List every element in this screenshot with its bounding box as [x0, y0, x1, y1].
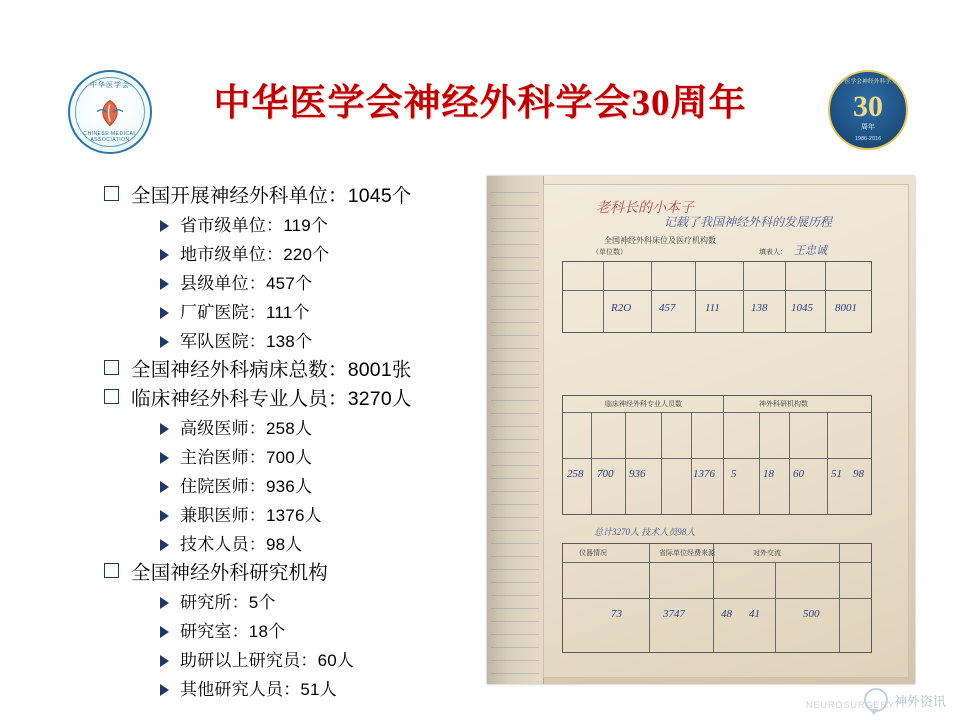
watermark-brand-label: 神外资讯: [893, 693, 946, 709]
table-row: [563, 412, 871, 413]
table-col: [839, 544, 840, 652]
cell-value: 500: [803, 608, 820, 620]
arrow-bullet-icon: [160, 307, 169, 319]
cell-value: 457: [659, 302, 676, 314]
badge-number: 30: [853, 90, 883, 123]
list-item: [160, 269, 484, 298]
arrow-bullet-icon: [160, 510, 169, 522]
arrow-bullet-icon: [160, 220, 169, 232]
list-item-label: 其他研究人员：51人: [180, 680, 337, 699]
watermark-left-text: NEUROSURGERY: [806, 700, 895, 710]
cell-value: 111: [705, 302, 720, 314]
list-item-label: 全国神经外科病床总数：8001张: [131, 359, 412, 381]
table-col: [825, 262, 826, 332]
cma-logo-mark: [92, 98, 128, 128]
list-item: [160, 298, 484, 327]
table-personnel: [562, 395, 872, 515]
cma-logo-en-text: CHINESE MEDICAL ASSOCIATION: [83, 131, 137, 143]
table-col: [827, 412, 828, 514]
list-item: [104, 559, 484, 588]
list-item-label: 住院医师：936人: [180, 477, 313, 496]
handwritten-survey-ledger-photo: [487, 176, 915, 684]
arrow-bullet-icon: [160, 278, 169, 290]
page-title: 中华医学会神经外科学会30周年: [213, 83, 747, 124]
square-bullet-icon: [104, 360, 119, 375]
list-item: [160, 588, 484, 617]
table2-note: 总计3270人 技术人员98人: [594, 527, 696, 537]
cma-logo-cn-text: 中华医学会: [90, 81, 130, 89]
list-item-label: 军队医院：138个: [180, 332, 313, 351]
square-bullet-icon: [104, 186, 119, 201]
list-item-label: 兼职医师：1376人: [180, 506, 322, 525]
form-subtitle: （单位数）: [592, 248, 627, 256]
cell-value: 98: [853, 468, 864, 480]
anniversary-badge: [828, 70, 908, 150]
arrow-bullet-icon: [160, 597, 169, 609]
speech-bubble-icon: [864, 688, 888, 712]
badge-sub-text: 周年: [861, 124, 875, 131]
table-col: [759, 412, 760, 514]
table-col: [695, 262, 696, 332]
cell-value: 41: [749, 608, 760, 620]
table-row: [563, 598, 871, 599]
list-item-label: 厂矿医院：111个: [180, 303, 310, 322]
cell-value: 51: [831, 468, 842, 480]
ruled-lines: [491, 186, 539, 674]
arrow-bullet-icon: [160, 452, 169, 464]
table3-left-title: 仪器情况: [579, 549, 607, 557]
list-item: [104, 356, 484, 385]
cell-value: 1376: [693, 468, 715, 480]
arrow-bullet-icon: [160, 481, 169, 493]
list-item: [104, 385, 484, 414]
cell-value: 18: [763, 468, 774, 480]
ledger-form-sheet: [543, 184, 909, 678]
table2-left-title: 临床神经外科专业人员数: [605, 400, 682, 408]
table-col: [743, 262, 744, 332]
list-item-label: 研究室：18个: [180, 622, 286, 641]
list-item: [160, 472, 484, 501]
table-col: [691, 412, 692, 514]
list-item-label: 全国开展神经外科单位：1045个: [131, 185, 412, 207]
filler-value: 王忠诚: [794, 245, 827, 257]
cell-value: 8001: [835, 302, 857, 314]
cell-value: 700: [597, 468, 614, 480]
arrow-bullet-icon: [160, 249, 169, 261]
table-units: [562, 261, 872, 333]
watermark-brand: [864, 688, 946, 712]
badge-years: 1986-2016: [854, 136, 882, 142]
cell-value: 936: [629, 468, 646, 480]
list-item-label: 主治医师：700人: [180, 448, 313, 467]
list-item: [160, 646, 484, 675]
square-bullet-icon: [104, 563, 119, 578]
list-item: [160, 443, 484, 472]
table-col: [603, 262, 604, 332]
table-row: [563, 562, 871, 563]
table-equipment-exchange: [562, 543, 872, 653]
list-item-label: 高级医师：258人: [180, 419, 313, 438]
list-item: [160, 414, 484, 443]
arrow-bullet-icon: [160, 626, 169, 638]
cell-value: 3747: [663, 608, 685, 620]
filler-label: 填表人：: [759, 248, 787, 256]
photo-heading-red: 老科长的小本子: [596, 201, 694, 216]
bullet-list: [104, 182, 484, 704]
list-item: [160, 501, 484, 530]
table-col: [713, 544, 714, 652]
table-col: [789, 412, 790, 514]
ledger-left-page: [487, 176, 544, 684]
arrow-bullet-icon: [160, 684, 169, 696]
list-item: [160, 327, 484, 356]
cell-value: 1045: [791, 302, 813, 314]
table3-right-title: 对外交流: [753, 549, 781, 557]
table-row: [563, 458, 871, 459]
square-bullet-icon: [104, 389, 119, 404]
arrow-bullet-icon: [160, 423, 169, 435]
list-item-label: 技术人员：98人: [180, 535, 303, 554]
list-item: [160, 240, 484, 269]
list-item: [160, 617, 484, 646]
list-item: [160, 675, 484, 704]
cell-value: 5: [731, 468, 737, 480]
arrow-bullet-icon: [160, 336, 169, 348]
list-item-label: 全国神经外科研究机构: [131, 562, 329, 584]
cell-value: 138: [751, 302, 768, 314]
list-item: [104, 182, 484, 211]
table-col: [775, 562, 776, 652]
table-col: [651, 262, 652, 332]
table-col: [625, 412, 626, 514]
list-item: [160, 211, 484, 240]
cma-logo: [68, 70, 152, 154]
table3-mid-title: 省际单位经费来源: [659, 549, 715, 557]
cell-value: 60: [793, 468, 804, 480]
list-item-label: 县级单位：457个: [180, 274, 313, 293]
table-col: [649, 544, 650, 652]
table-col: [785, 262, 786, 332]
table-col: [723, 396, 724, 514]
photo-heading-blue: 记载了我国神经外科的发展历程: [664, 215, 833, 229]
badge-arc-text: 中华医学会神经外科学分会: [833, 79, 903, 85]
list-item-label: 研究所：5个: [180, 593, 276, 612]
form-title: 全国神经外科床位及医疗机构数: [604, 236, 716, 245]
cell-value: 258: [567, 468, 584, 480]
list-item: [160, 530, 484, 559]
arrow-bullet-icon: [160, 655, 169, 667]
cell-value: R2O: [611, 302, 632, 314]
table-col: [591, 412, 592, 514]
list-item-label: 地市级单位：220个: [180, 245, 330, 264]
table2-right-title: 神外科研机构数: [759, 400, 808, 408]
cell-value: 48: [721, 608, 732, 620]
list-item-label: 助研以上研究员：60人: [180, 651, 355, 670]
list-item-label: 临床神经外科专业人员：3270人: [131, 388, 412, 410]
cell-value: 73: [611, 608, 622, 620]
arrow-bullet-icon: [160, 539, 169, 551]
table-col: [661, 412, 662, 514]
list-item-label: 省市级单位：119个: [180, 216, 329, 235]
